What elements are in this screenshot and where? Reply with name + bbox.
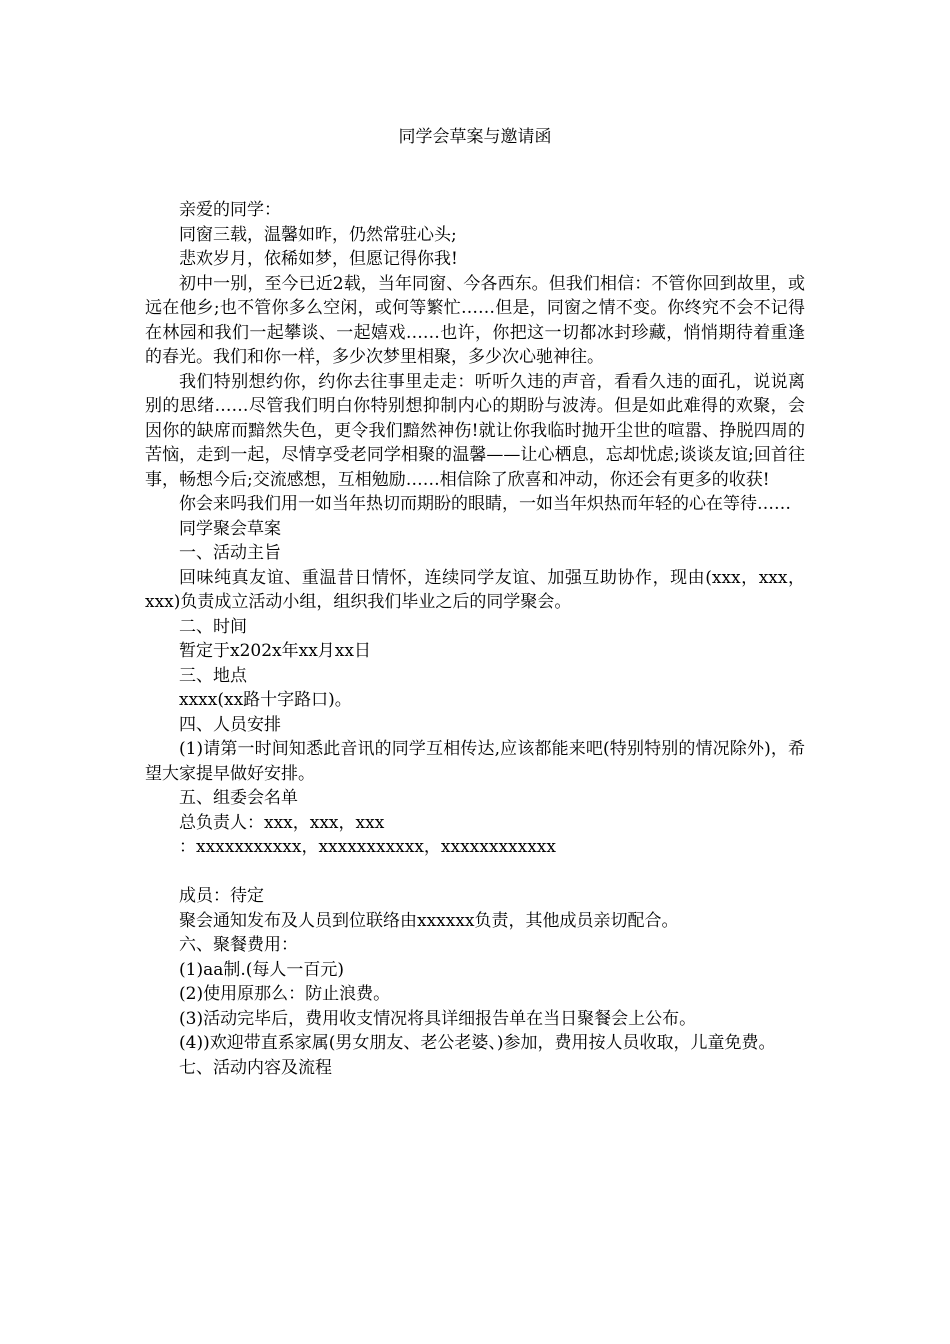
section-heading: 三、地点 [179,665,247,686]
paragraph: 聚会通知发布及人员到位联络由xxxxxx负责，其他成员亲切配合。 [179,910,679,931]
blank-line [145,860,805,885]
paragraph: 初中一别，至今已近2载，当年同窗、今各西东。但我们相信：不管你回到故里，或远在他乡;也不管你多么空闲，或何等繁忙……但是，同窗之情不变。你终究不会不记得在林园和我们一起攀谈、一起嬉戏……也许，你把这一切都冰封珍藏，悄悄期待着重逢的春光。我们和你一样，多少次梦里相聚，多少次心驰神往。 [145,273,805,367]
paragraph: ：xxxxxxxxxxx，xxxxxxxxxxx，xxxxxxxxxxxx [179,837,556,857]
paragraph: 你会来吗我们用一如当年热切而期盼的眼睛，一如当年炽热而年轻的心在等待…… [179,494,791,514]
paragraph: 总负责人：xxx，xxx，xxx [179,812,385,833]
section-heading: 六、聚餐费用： [179,935,298,955]
paragraph: (2)使用原那么：防止浪费。 [179,984,391,1004]
paragraph: xxxx(xx路十字路口)。 [179,690,352,710]
section-heading: 四、人员安排 [179,714,281,735]
paragraph: (1)aa制.(每人一百元) [179,959,345,980]
section-heading: 七、活动内容及流程 [179,1057,332,1078]
section-heading: 同学聚会草案 [179,518,281,539]
paragraph: (1)请第一时间知悉此音讯的同学互相传达,应该都能来吧(特别特别的情况除外)，希望大家提早做好安排。 [145,739,805,784]
paragraph: 同窗三载，温馨如昨，仍然常驻心头; [179,224,457,245]
salutation: 亲爱的同学： [179,200,281,220]
paragraph: 我们特别想约你，约你去往事里走走：听听久违的声音，看看久违的面孔，说说离别的思绪……尽管我们明白你特别想抑制内心的期盼与波涛。但是如此难得的欢聚，会因你的缺席而黯然失色，更令我们黯然神伤!就让你我临时抛开尘世的喧嚣、挣脱四周的苦恼，走到一起，尽情享受老同学相聚的温馨——让心栖息，忘却忧虑;谈谈友谊;回首往事，畅想今后;交流感想，互相勉励……相信除了欣喜和冲动，你还会有更多的收获! [145,371,805,490]
paragraph: (3)活动完毕后，费用收支情况将具详细报告单在当日聚餐会上公布。 [179,1008,697,1029]
section-heading: 一、活动主旨 [179,543,281,563]
section-heading: 二、时间 [179,616,247,637]
paragraph: 成员：待定 [179,886,264,906]
paragraph: 暂定于x202x年xx月xx日 [179,641,371,661]
paragraph: 回味纯真友谊、重温昔日情怀，连续同学友谊、加强互助协作，现由(xxx，xxx，xxx)负责成立活动小组，组织我们毕业之后的同学聚会。 [145,567,805,612]
paragraph: (4))欢迎带直系家属(男女朋友、老公老婆、)参加，费用按人员收取，儿童免费。 [179,1033,776,1053]
section-heading: 五、组委会名单 [179,788,298,808]
document-body [145,198,805,1080]
document-title: 同学会草案与邀请函 [398,127,552,147]
paragraph: 悲欢岁月，依稀如梦，但愿记得你我! [179,249,458,269]
